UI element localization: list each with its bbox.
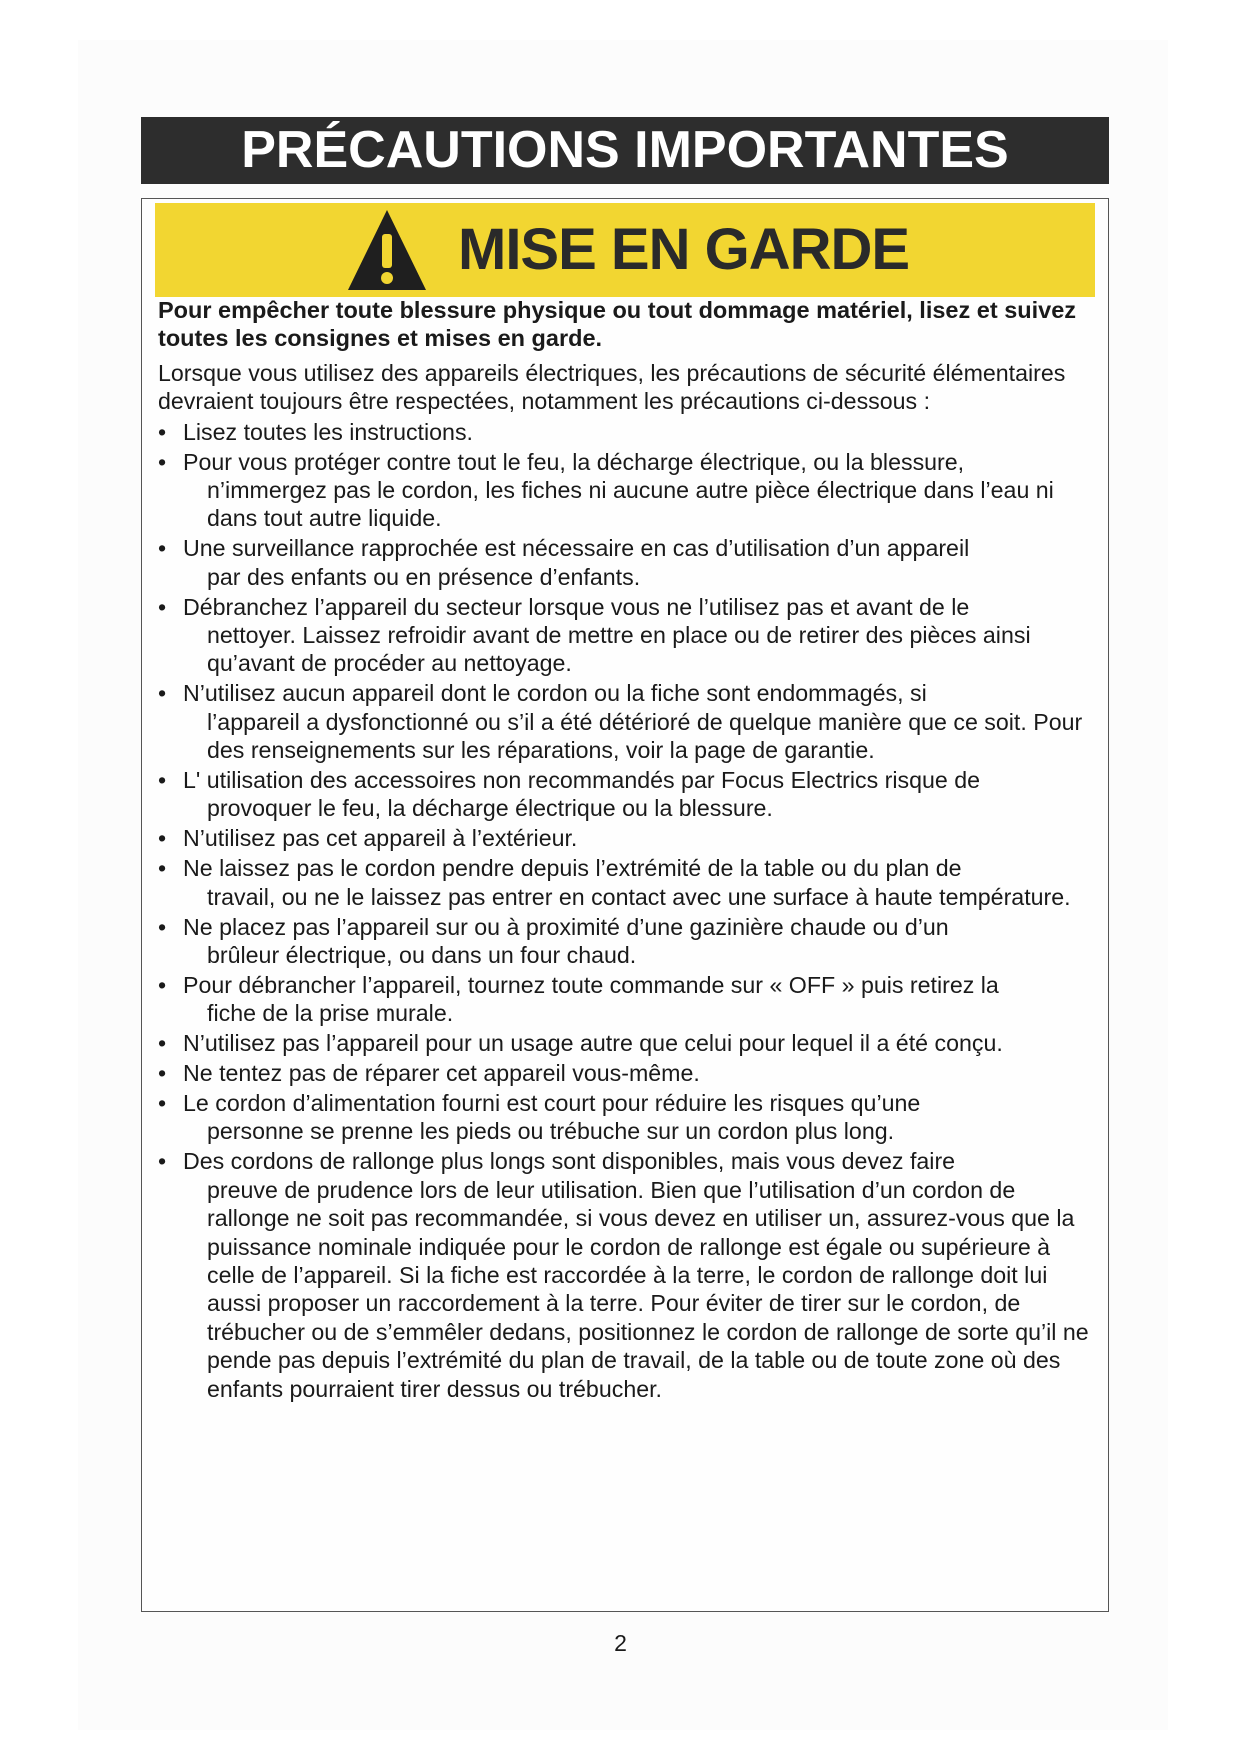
- precaution-item: [158, 1147, 1098, 1403]
- precaution-item: [158, 1089, 1098, 1146]
- precaution-first-line: N’utilisez pas l’appareil pour un usage autre que celui pour lequel il a été conçu.: [183, 1030, 1003, 1057]
- page-number: 2: [614, 1630, 627, 1656]
- bullet-icon: •: [158, 535, 167, 562]
- precaution-continuation: travail, ou ne le laissez pas entrer en contact avec une surface à haute température.: [207, 883, 1071, 910]
- precaution-first-line: Des cordons de rallonge plus longs sont disponibles, mais vous devez faire: [183, 1148, 956, 1175]
- warning-label: MISE EN GARDE: [458, 217, 910, 282]
- precaution-item: [158, 766, 1098, 823]
- precaution-continuation: par des enfants ou en présence d’enfants.: [207, 563, 641, 590]
- bullet-icon: •: [158, 767, 167, 793]
- precaution-item: [158, 679, 1098, 764]
- precaution-item: [158, 418, 1098, 446]
- intro-text: Lorsque vous utilisez des appareils électriques, les précautions de sécurité élémentaires devraient toujours être respectées, notamment les précautions ci-dessous :: [158, 359, 1066, 415]
- precaution-first-line: Une surveillance rapprochée est nécessaire en cas d’utilisation d’un appareil: [183, 535, 970, 562]
- bullet-icon: •: [158, 855, 167, 882]
- bullet-icon: •: [158, 825, 167, 852]
- precaution-item: [158, 448, 1098, 533]
- precaution-first-line: N’utilisez aucun appareil dont le cordon ou la fiche sont endommagés, si: [183, 680, 927, 707]
- precaution-first-line: Lisez toutes les instructions.: [183, 418, 473, 445]
- warning-triangle-icon: [346, 208, 428, 292]
- bullet-icon: •: [158, 1060, 167, 1087]
- intro-bold-text: Pour empêcher toute blessure physique ou tout dommage matériel, lisez et suivez toutes les consignes et mises en garde.: [158, 297, 1077, 352]
- bullet-icon: •: [158, 1089, 167, 1116]
- precaution-first-line: Débranchez l’appareil du secteur lorsque vous ne l’utilisez pas et avant de le: [183, 593, 970, 620]
- precaution-first-line: N’utilisez pas cet appareil à l’extérieur.: [183, 825, 578, 852]
- precaution-continuation: n’immergez pas le cordon, les fiches ni aucune autre pièce électrique dans l’eau ni dans tout autre liquide.: [207, 476, 1054, 532]
- precaution-first-line: Ne laissez pas le cordon pendre depuis l’extrémité de la table ou du plan de: [183, 855, 962, 882]
- bullet-icon: •: [158, 1148, 167, 1175]
- precaution-item: [158, 971, 1098, 1028]
- bullet-icon: •: [158, 971, 167, 998]
- precaution-continuation: brûleur électrique, ou dans un four chaud.: [207, 941, 637, 968]
- bullet-icon: •: [158, 1030, 167, 1057]
- precaution-first-line: Pour débrancher l’appareil, tournez toute commande sur « OFF » puis retirez la: [183, 971, 999, 998]
- precaution-continuation: l’appareil a dysfonctionné ou s’il a été détérioré de quelque manière que ce soit. Pour des renseignements sur les réparations, voir la page de garantie.: [207, 708, 1083, 764]
- precaution-continuation: personne se prenne les pieds ou trébuche sur un cordon plus long.: [207, 1118, 895, 1145]
- precautions-list: [158, 418, 1098, 1403]
- precaution-item: [158, 824, 1098, 852]
- precaution-item: [158, 593, 1098, 678]
- precaution-item: [158, 854, 1098, 911]
- precaution-item: [158, 913, 1098, 970]
- precaution-first-line: Le cordon d’alimentation fourni est court pour réduire les risques qu’une: [183, 1089, 921, 1116]
- precaution-continuation: provoquer le feu, la décharge électrique ou la blessure.: [207, 795, 773, 822]
- precaution-first-line: Pour vous protéger contre tout le feu, la décharge électrique, ou la blessure,: [183, 448, 965, 475]
- bullet-icon: •: [158, 593, 167, 620]
- precaution-first-line: L' utilisation des accessoires non recommandés par Focus Electrics risque de: [183, 767, 981, 793]
- precaution-continuation: nettoyer. Laissez refroidir avant de mettre en place ou de retirer des pièces ainsi qu’avant de procéder au nettoyage.: [207, 621, 1031, 677]
- bullet-icon: •: [158, 680, 167, 707]
- precaution-continuation: preuve de prudence lors de leur utilisation. Bien que l’utilisation d’un cordon de rallonge ne soit pas recommandée, si vous devez en utiliser un, assurez-vous que la puissance nominale indiquée pour le cordon de rallonge est égale ou supérieure à celle de l’appareil. Si la fiche est raccordée à la terre, le cordon de rallonge doit lui aussi proposer un raccordement à la terre. Pour éviter de tirer sur le cordon, de trébucher ou de s’emmêler dedans, positionnez le cordon de rallonge de sorte qu’il ne pende pas depuis l’extrémité du plan de travail, de la table ou de toute zone où des enfants pourraient tirer dessus ou trébucher.: [207, 1176, 1089, 1402]
- precaution-first-line: Ne tentez pas de réparer cet appareil vous-même.: [183, 1060, 700, 1087]
- precautions-body: [158, 296, 1098, 1403]
- bullet-icon: •: [158, 448, 167, 475]
- precaution-first-line: Ne placez pas l’appareil sur ou à proximité d’une gazinière chaude ou d’un: [183, 913, 949, 940]
- bullet-icon: •: [158, 418, 167, 445]
- precaution-item: [158, 1029, 1098, 1057]
- precaution-item: [158, 1059, 1098, 1087]
- precaution-continuation: fiche de la prise murale.: [207, 1000, 454, 1027]
- precaution-item: [158, 534, 1098, 591]
- page-title: PRÉCAUTIONS IMPORTANTES: [141, 117, 1109, 184]
- bullet-icon: •: [158, 913, 167, 940]
